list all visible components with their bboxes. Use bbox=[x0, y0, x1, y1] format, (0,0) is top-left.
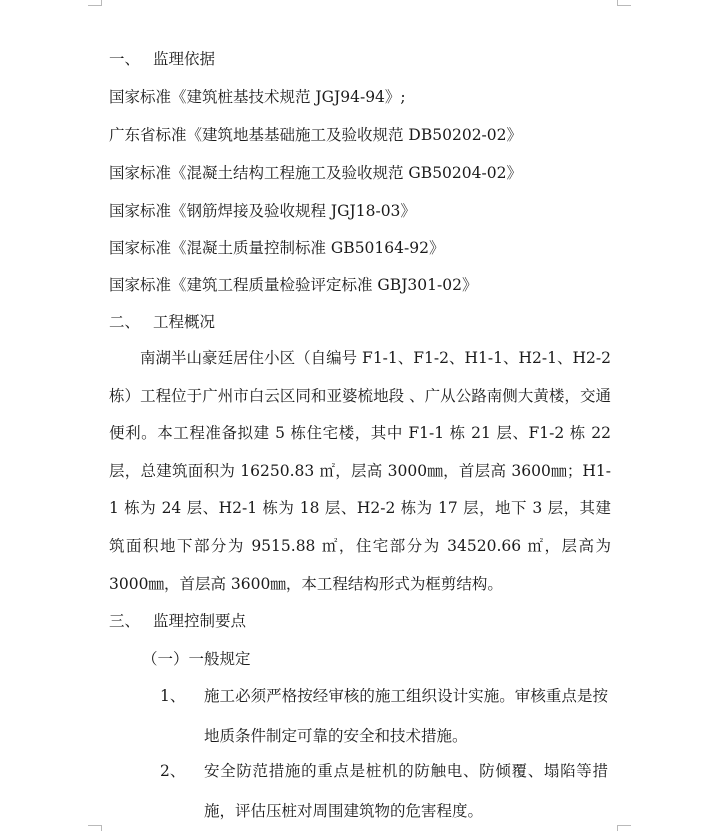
margin-mark-top-right-vertical bbox=[617, 0, 619, 5]
standard-line: 国家标准《混凝土质量控制标准 GB50164-92》 bbox=[109, 239, 445, 257]
margin-mark-bottom-left-vertical bbox=[101, 825, 103, 831]
section-heading-control-points bbox=[109, 611, 609, 631]
margin-mark-bottom-right bbox=[617, 825, 631, 827]
list-item-text: 安全防范措施的重点是桩机的防触电、防倾覆、塌陷等措施，评估压桩对周围建筑物的危害程度。 bbox=[204, 762, 608, 820]
margin-mark-bottom-right-vertical bbox=[617, 825, 619, 831]
standard-line: 国家标准《钢筋焊接及验收规程 JGJ18-03》 bbox=[109, 202, 416, 220]
list-item-number: 2、 bbox=[160, 762, 186, 780]
section-heading-basis bbox=[109, 49, 609, 69]
list-item-number: 1、 bbox=[160, 687, 186, 705]
section-title: 监理控制要点 bbox=[153, 612, 247, 630]
section-number: 二、 bbox=[109, 313, 141, 331]
section-number: 三、 bbox=[109, 612, 141, 630]
list-item-text: 施工必须严格按经审核的施工组织设计实施。审核重点是按地质条件制定可靠的安全和技术措施。 bbox=[204, 687, 608, 745]
section-title: 工程概况 bbox=[153, 313, 216, 331]
standard-line: 广东省标准《建筑地基基础施工及验收规范 DB50202-02》 bbox=[109, 126, 523, 144]
section-heading-overview bbox=[109, 312, 609, 332]
margin-mark-bottom-left bbox=[88, 825, 102, 827]
margin-mark-top-left bbox=[88, 0, 102, 6]
project-overview-paragraph: 南湖半山豪廷居住小区（自编号 F1-1、F1-2、H1-1、H2-1、H2-2 栋）工程位于广州市白云区同和亚婆梳地段 、广从公路南侧大黄楼，交通便利。本工程准备拟建 5 栋住宅楼，其中 F1-1 栋 21 层、F1-2 栋 22 层，总建筑面积为 16250.83 ㎡，层高 3000㎜，首层高 3600㎜；H1-1 栋为 24 层、H2-1 栋为 18 层、H2-2 栋为 17 层，地下 3 层，其建筑面积地下部分为 9515.88 ㎡，住宅部分为 34520.66 ㎡，层高为 3000㎜，首层高 3600㎜，本工程结构形式为框剪结构。 bbox=[109, 349, 611, 593]
standard-line: 国家标准《建筑工程质量检验评定标准 GBJ301-02》 bbox=[109, 276, 478, 294]
standard-line: 国家标准《混凝土结构工程施工及验收规范 GB50204-02》 bbox=[109, 164, 522, 182]
margin-mark-top-left-vertical bbox=[101, 0, 103, 5]
margin-mark-top-right bbox=[617, 0, 631, 6]
section-title: 监理依据 bbox=[153, 50, 216, 68]
standard-line: 国家标准《建筑桩基技术规范 JGJ94-94》; bbox=[109, 88, 406, 106]
section-number: 一、 bbox=[109, 50, 141, 68]
subsection-general-rules: （一）一般规定 bbox=[142, 650, 251, 668]
